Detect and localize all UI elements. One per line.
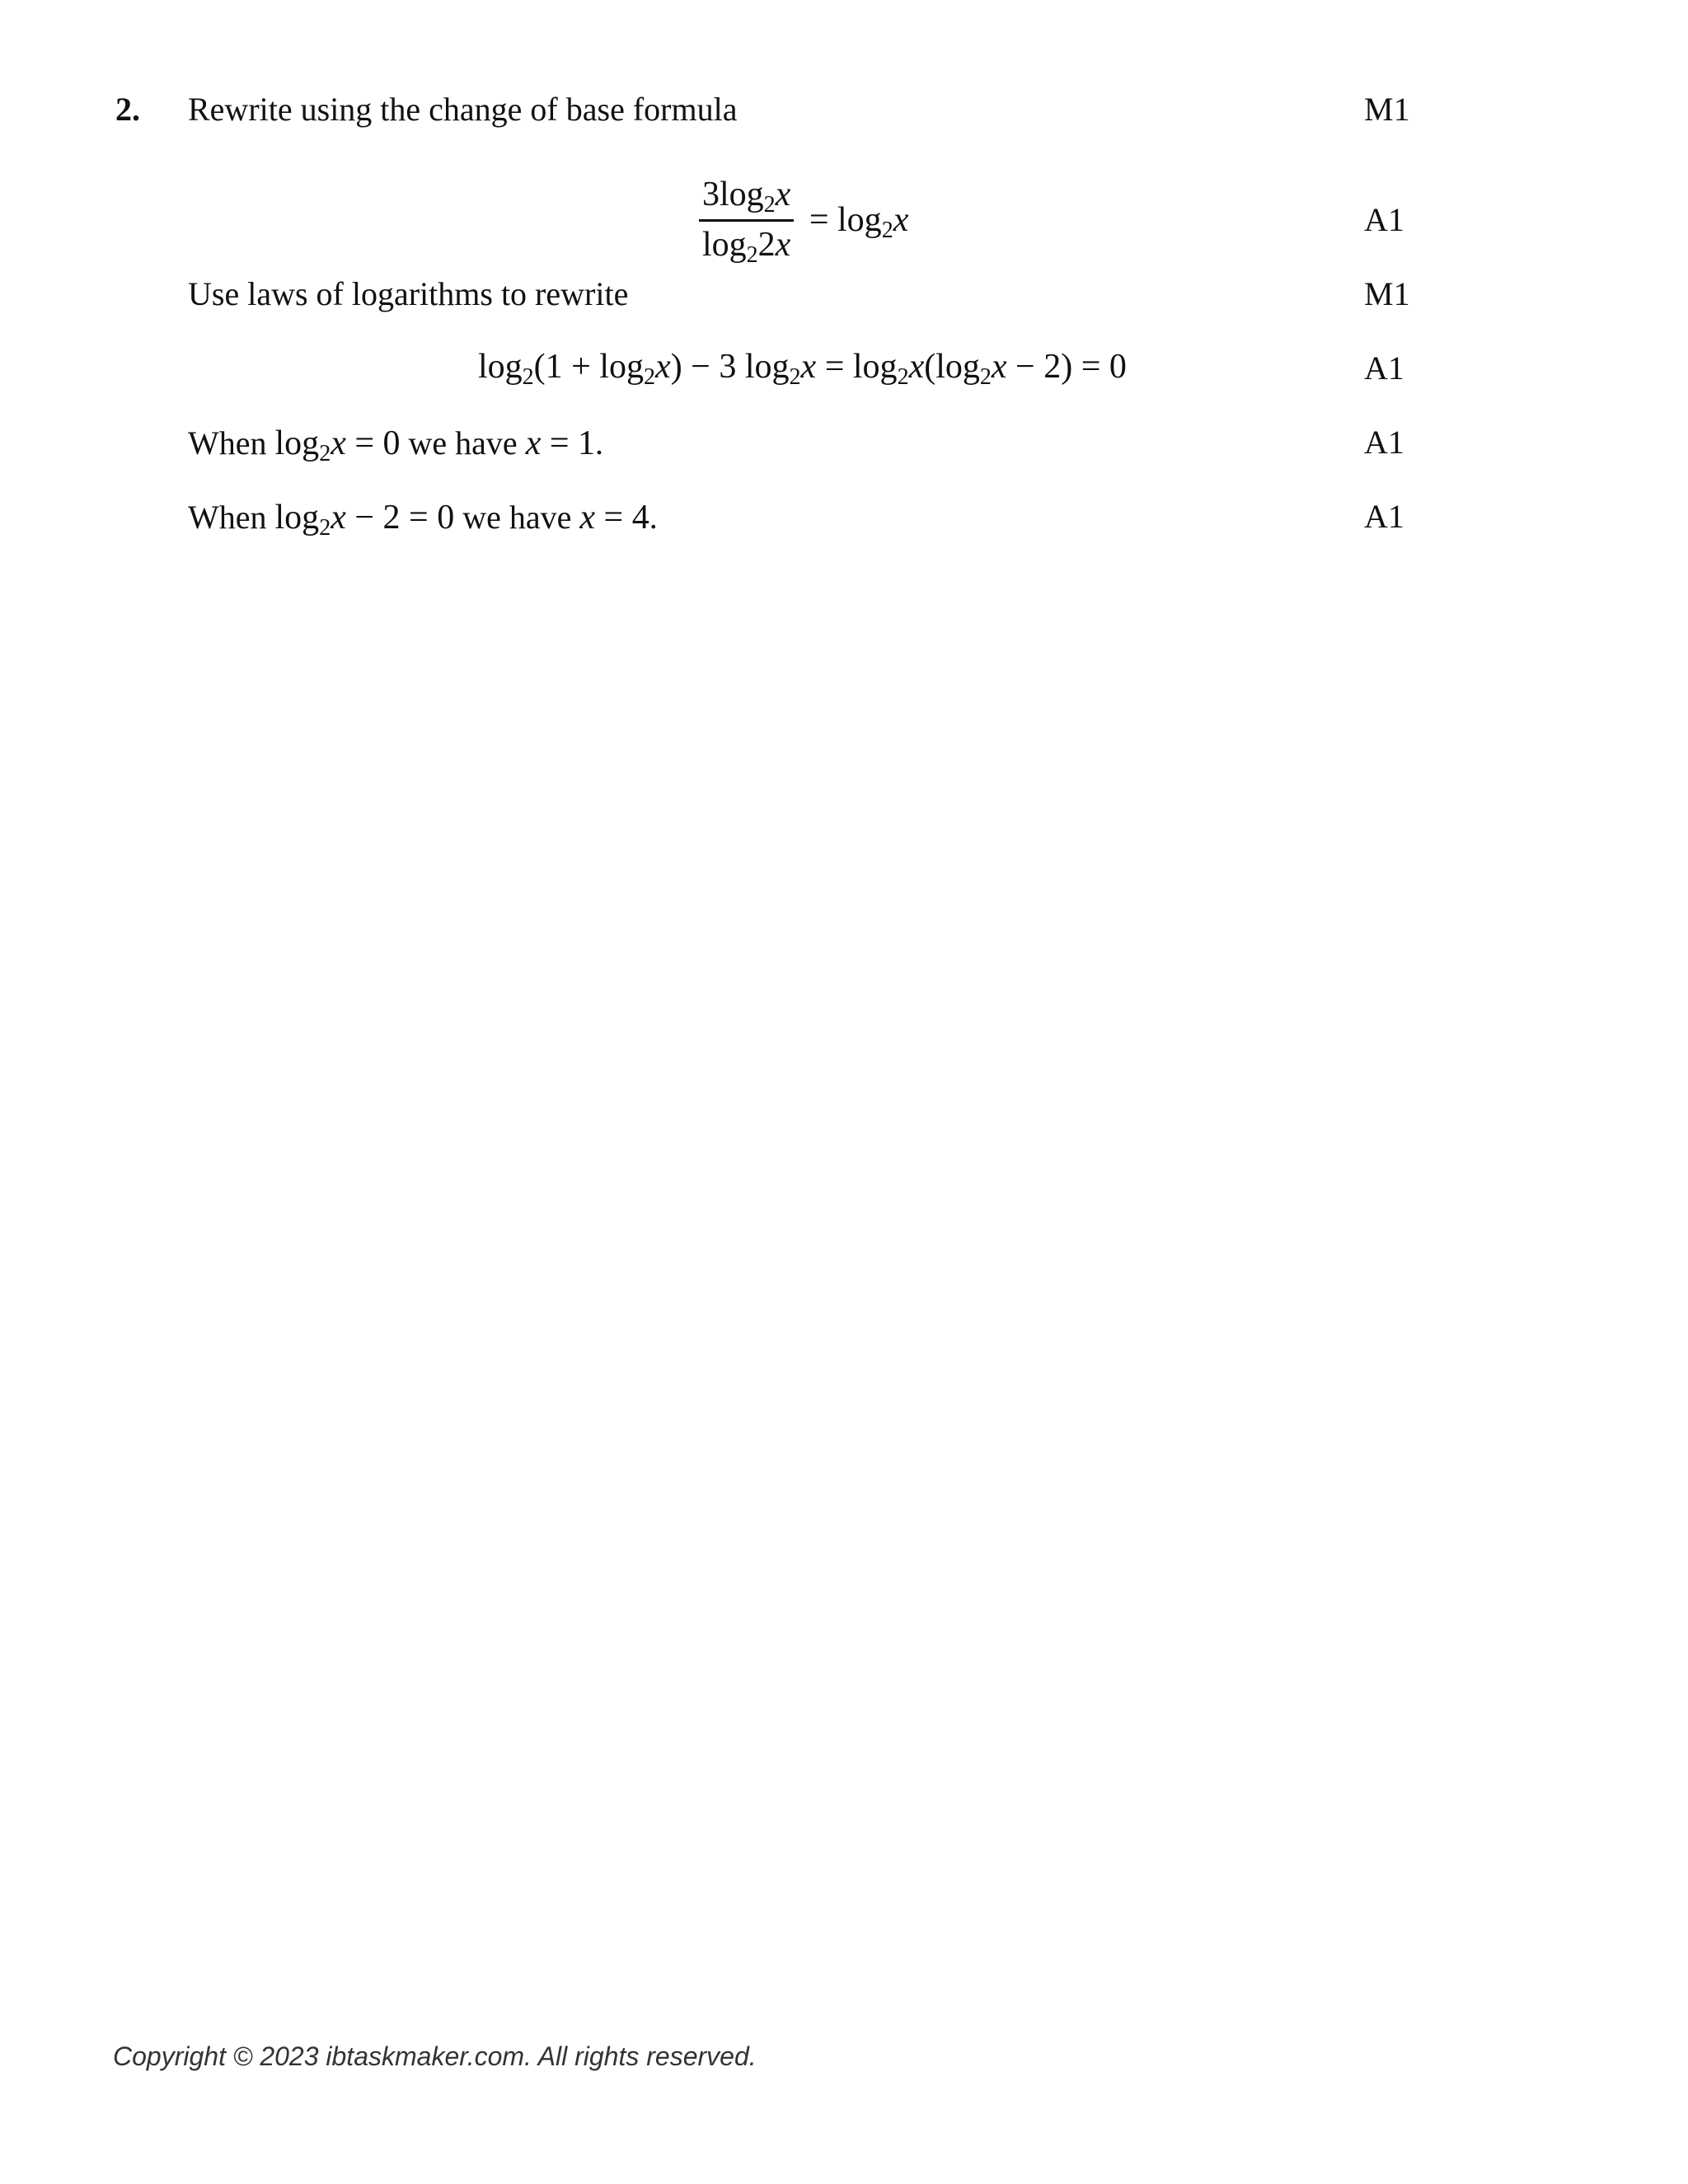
question-number: 2. bbox=[115, 91, 140, 128]
fraction-bar bbox=[699, 219, 794, 222]
fraction-numerator: $3\log_2x$ bbox=[702, 176, 791, 218]
fraction bbox=[699, 173, 794, 266]
step-2-mark: A1 bbox=[1364, 201, 1404, 238]
log-laws-equation: $\log_2(1 + \log_2x) - 3$ $\log_2x = \log_2x(\log_2x - 2) = 0$ bbox=[478, 348, 1127, 390]
step-5-mark: A1 bbox=[1364, 424, 1404, 461]
copyright-notice: Copyright © 2023 ibtaskmaker.com. All rights reserved. bbox=[113, 2041, 757, 2071]
equation-rhs: = $\log_2x$ bbox=[809, 200, 909, 243]
solution-1: When $\log_2x = 0$ we have x = 1. bbox=[188, 424, 604, 466]
step-6-mark: A1 bbox=[1364, 498, 1404, 535]
change-of-base-equation bbox=[699, 173, 908, 266]
fraction-denominator: $\log_22x$ bbox=[702, 226, 791, 268]
step-3-mark: M1 bbox=[1364, 275, 1410, 312]
solution-2: When $\log_2x - 2 = 0$ we have x = 4. bbox=[188, 499, 658, 541]
step-4-mark: A1 bbox=[1364, 349, 1404, 387]
step-1-text: Rewrite using the change of base formula bbox=[188, 91, 738, 128]
step-1-mark: M1 bbox=[1364, 91, 1410, 128]
step-3-text: Use laws of logarithms to rewrite bbox=[188, 275, 629, 312]
